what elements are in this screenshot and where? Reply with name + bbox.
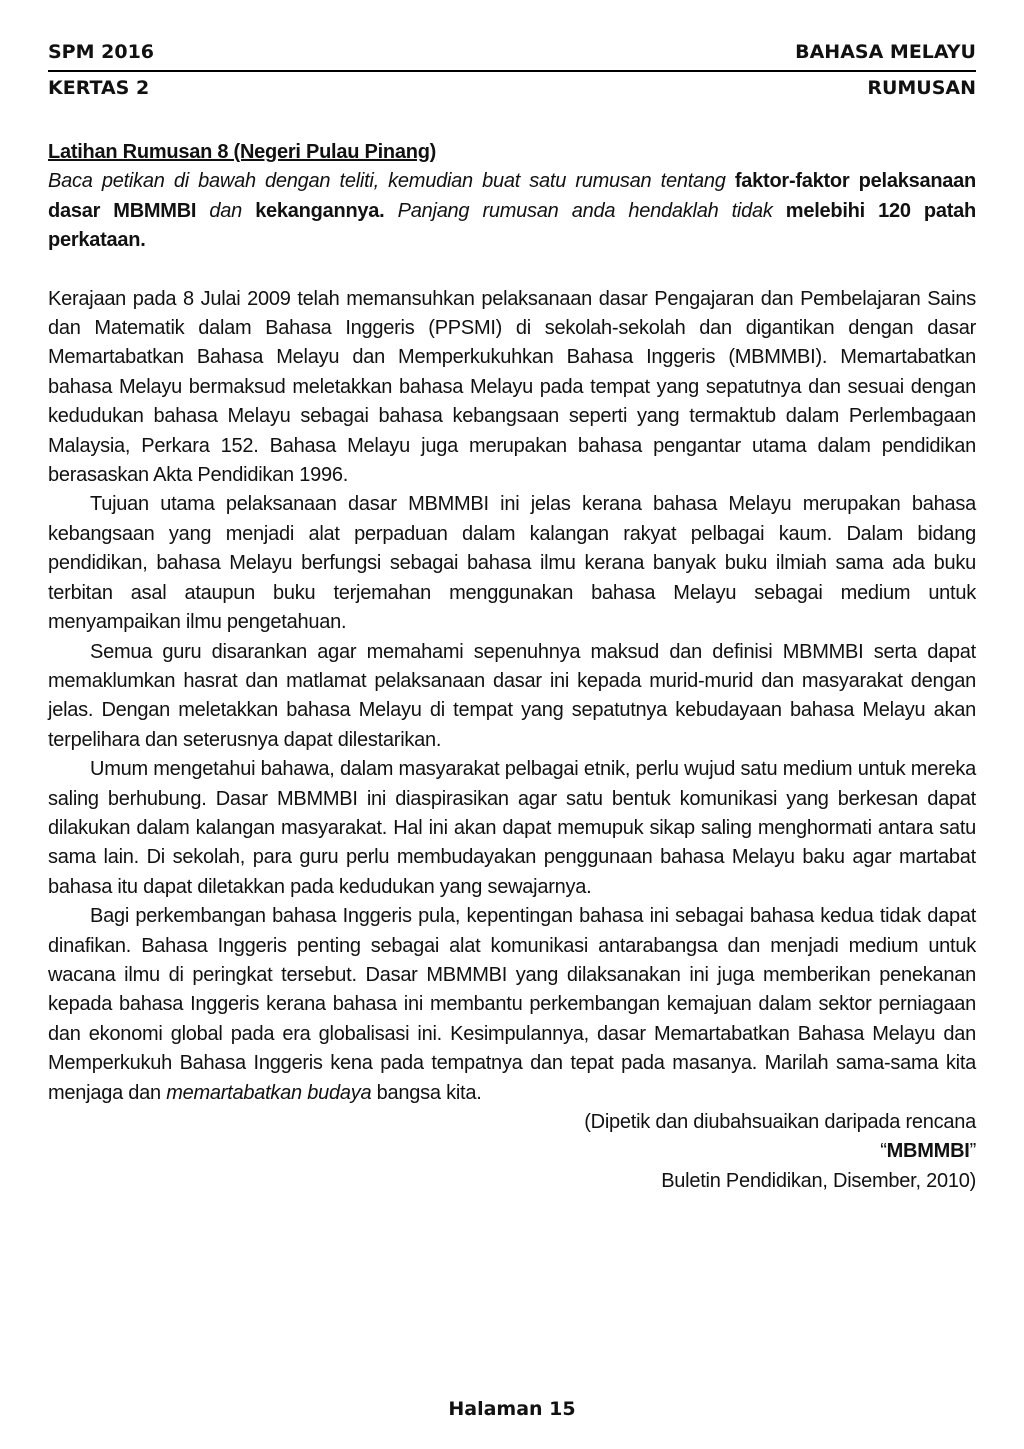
instruction-part-4: kekangannya. — [255, 199, 385, 222]
header-exam-name: SPM 2016 — [48, 41, 155, 63]
instruction-part-2: faktor-faktor pelaksanaan dasar MBMMBI — [48, 170, 976, 222]
source-line-1: (Dipetik dan diubahsuaikan daripada rencana — [584, 1111, 976, 1133]
source-line-2 — [48, 1137, 976, 1166]
header-subject: BAHASA MELAYU — [795, 41, 976, 63]
passage-paragraph-5 — [48, 902, 976, 1108]
header-divider — [48, 70, 976, 72]
exercise-title: Latihan Rumusan 8 (Negeri Pulau Pinang) — [48, 141, 437, 163]
instruction-part-1: Baca petikan di bawah dengan teliti, kemudian buat satu rumusan tentang — [48, 170, 735, 193]
document-page — [48, 0, 976, 1449]
passage-paragraph-5-text: Bagi perkembangan bahasa Inggeris pula, kepentingan bahasa ini sebagai bahasa kedua tidak dapat dinafikan. Bahasa Inggeris penting sebagai alat komunikasi antarabangsa dan menjadi medium untuk wacana ilmu di peringkat tersebut. Dasar MBMMBI yang dilaksanakan ini juga memberikan penekanan kepada bahasa Inggeris kerana bahasa ini membantu perkembangan kemajuan dalam sektor perniagaan dan ekonomi global pada era globalisasi ini. Kesimpulannya, dasar Memartabatkan Bahasa Melayu dan Memperkukuh Bahasa Inggeris kena pada tempatnya dan tepat pada masanya. Marilah sama-sama kita menjaga dan — [48, 905, 976, 1104]
header-section: RUMUSAN — [867, 77, 976, 99]
source-quote-close: ” — [969, 1140, 976, 1163]
source-article-title: MBMMBI — [886, 1140, 970, 1163]
passage-paragraph-2: Tujuan utama pelaksanaan dasar MBMMBI ini jelas kerana bahasa Melayu merupakan bahasa kebangsaan yang menjadi alat perpaduan dalam kalangan rakyat pelbagai kaum. Dalam bidang pendidikan, bahasa Melayu berfungsi sebagai bahasa ilmu kerana banyak buku ilmiah sama ada buku terbitan asal ataupun buku terjemahan menggunakan bahasa Melayu sebagai medium untuk menyampaikan ilmu pengetahuan. — [48, 493, 976, 634]
source-citation — [48, 1108, 976, 1196]
page-number: Halaman 15 — [448, 1398, 576, 1420]
source-line-3: Buletin Pendidikan, Disember, 2010) — [661, 1169, 976, 1192]
passage-paragraph-1: Kerajaan pada 8 Julai 2009 telah memansuhkan pelaksanaan dasar Pengajaran dan Pembelajaran Sains dan Matematik dalam Bahasa Inggeris (PPSMI) di sekolah-sekolah dan digantikan dengan dasar Memartabatkan Bahasa Melayu dan Memperkukuhkan Bahasa Inggeris (MBMMBI). Memartabatkan bahasa Melayu bermaksud meletakkan bahasa Melayu pada tempat yang sepatutnya dan sesuai dengan kedudukan bahasa Melayu sebagai bahasa kebangsaan seperti yang termaktub dalam Perlembagaan Malaysia, Perkara 152. Bahasa Melayu juga merupakan bahasa pengantar utama dalam pendidikan berasaskan Akta Pendidikan 1996. — [48, 287, 976, 487]
header-bottom-row — [48, 76, 976, 100]
header-paper: KERTAS 2 — [48, 77, 150, 99]
passage-paragraph-3: Semua guru disarankan agar memahami sepenuhnya maksud dan definisi MBMMBI serta dapat memaklumkan hasrat dan matlamat pelaksanaan dasar ini kepada murid-murid dan masyarakat dengan jelas. Dengan meletakkan bahasa Melayu di tempat yang sepatutnya kebudayaan bahasa Melayu akan terpelihara dan seterusnya dapat dilestarikan. — [48, 640, 976, 751]
exercise-instruction — [48, 167, 976, 255]
instruction-part-5: Panjang rumusan anda hendaklah tidak — [384, 199, 786, 222]
passage-paragraph-5-italic: memartabatkan budaya — [166, 1081, 372, 1104]
header-top-row — [48, 40, 976, 64]
instruction-part-3: dan — [196, 199, 256, 222]
document-body — [48, 138, 976, 1196]
passage-paragraph-5-end: bangsa kita. — [371, 1081, 482, 1104]
passage-paragraph-4: Umum mengetahui bahawa, dalam masyarakat pelbagai etnik, perlu wujud satu medium untuk mereka saling berhubung. Dasar MBMMBI ini diaspirasikan agar satu bentuk komunikasi yang berkesan dapat dilakukan dalam kalangan masyarakat. Hal ini akan dapat memupuk sikap saling menghormati antara satu sama lain. Di sekolah, para guru perlu membudayakan penggunaan bahasa Melayu baku agar martabat bahasa itu dapat diletakkan pada kedudukan yang sewajarnya. — [48, 758, 976, 898]
source-quote-open: “ — [880, 1140, 887, 1163]
instruction-part-6: melebihi 120 patah perkataan. — [48, 199, 976, 252]
passage — [48, 285, 976, 1108]
